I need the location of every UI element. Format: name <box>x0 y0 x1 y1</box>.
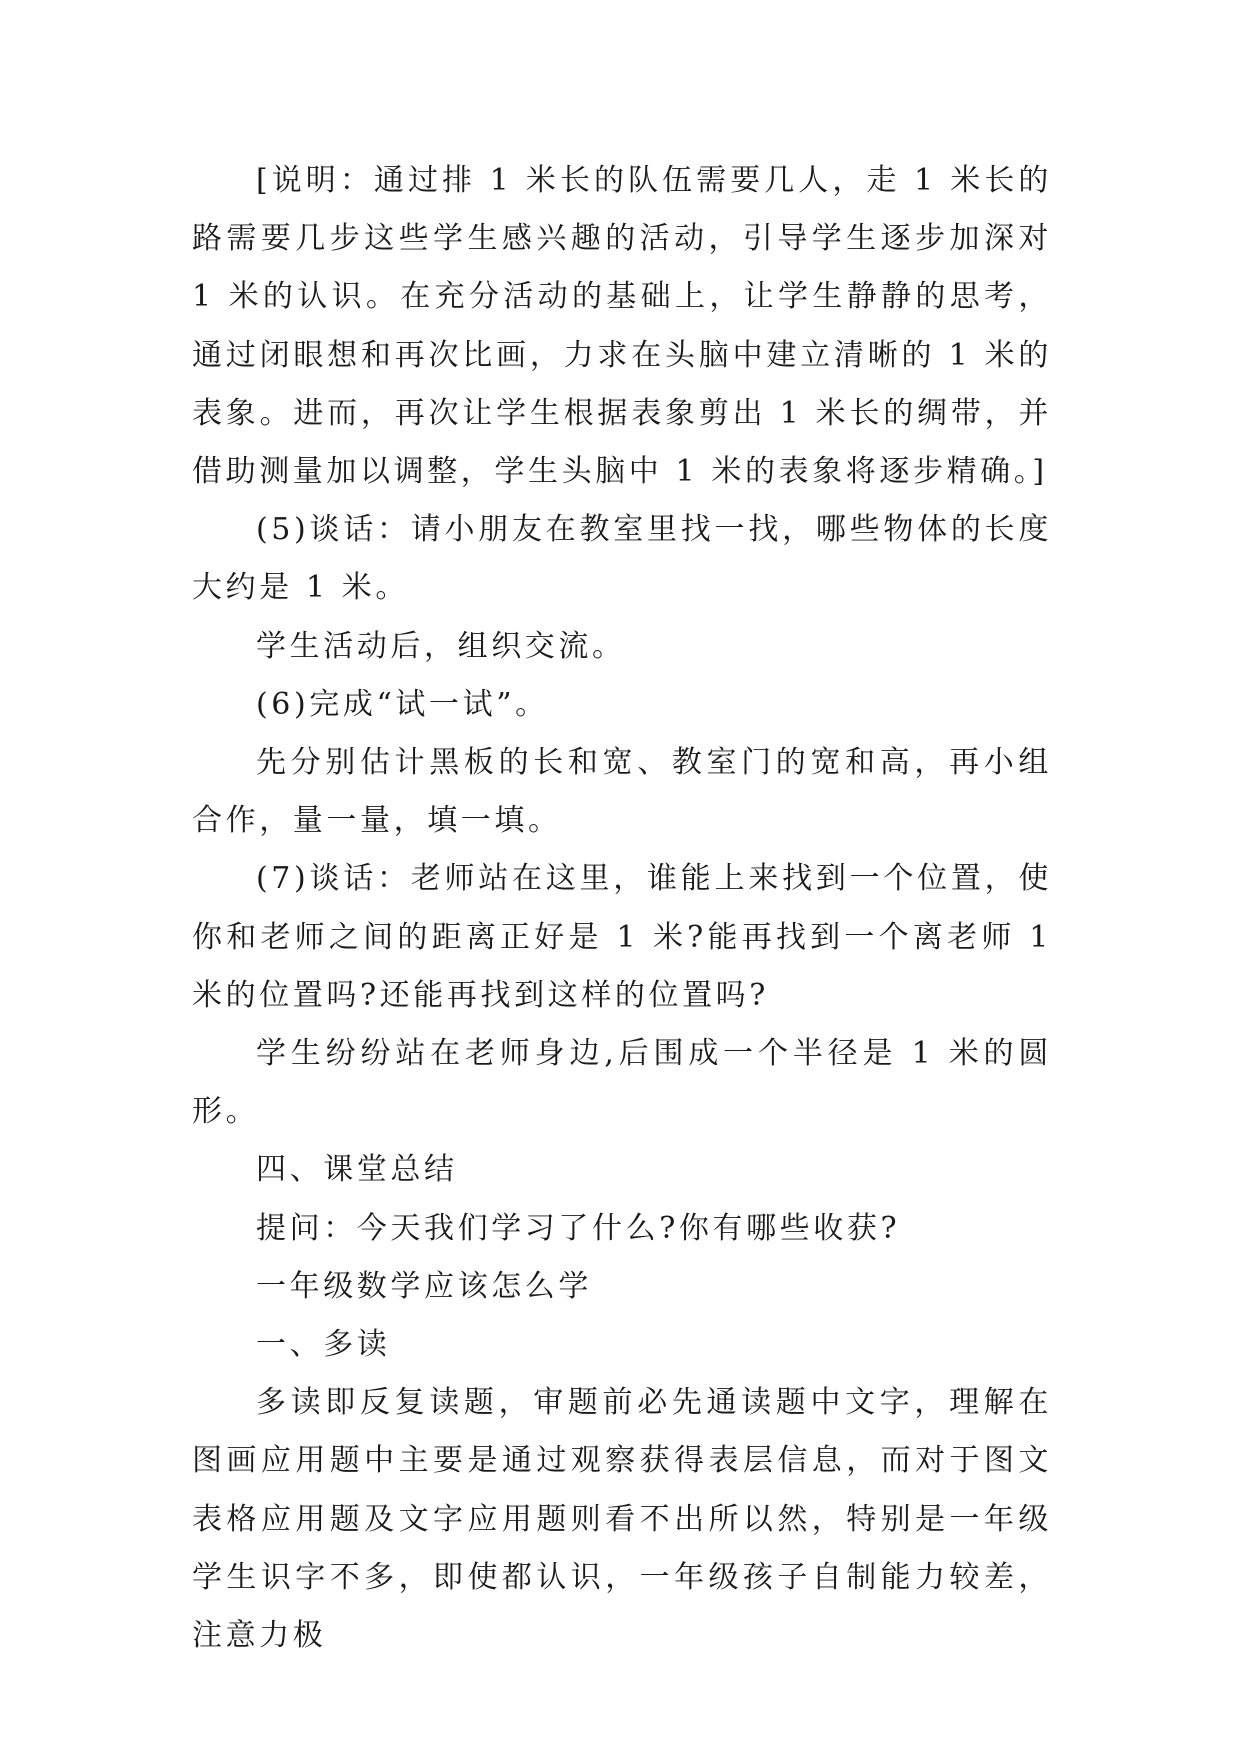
section-heading-summary: 四、课堂总结 <box>256 1152 458 1188</box>
paragraph-student-activity: 学生活动后，组织交流。 <box>256 628 626 664</box>
paragraph-explanation-note: [说明：通过排 1 米长的队伍需要几人，走 1 米长的路需要几步这些学生感兴趣的活动，引导学生逐步加深对 1 米的认识。在充分活动的基础上，让学生静静的思考，通过闭眼想和再次比画，力求在头脑中建立清晰的 1 米的表象。进而，再次让学生根据表象剪出 1 米长的绸带，并借助测量加以调整，学生头脑中 1 米的表象将逐步精确。] <box>192 163 1052 490</box>
paragraph-read-more-body: 多读即反复读题，审题前必先通读题中文字，理解在图画应用题中主要是通过观察获得表层信息，而对于图文表格应用题及文字应用题则看不出所以然，特别是一年级学生识字不多，即使都认识，一年级孩子自制能力较差，注意力极 <box>192 1385 1052 1654</box>
section-heading-how-to-learn: 一年级数学应该怎么学 <box>256 1268 592 1304</box>
paragraph-question: 提问：今天我们学习了什么?你有哪些收获? <box>256 1210 901 1246</box>
subheading-read-more: 一、多读 <box>256 1327 391 1363</box>
document-body <box>192 152 1052 1665</box>
paragraph-step-5: (5)谈话：请小朋友在教室里找一找，哪些物体的长度大约是 1 米。 <box>192 512 1052 606</box>
paragraph-circle-formation: 学生纷纷站在老师身边,后围成一个半径是 1 米的圆形。 <box>192 1036 1052 1130</box>
paragraph-step-6: (6)完成“试一试”。 <box>256 686 549 722</box>
paragraph-step-7: (7)谈话：老师站在这里，谁能上来找到一个位置，使你和老师之间的距离正好是 1 米?能再找到一个离老师 1 米的位置吗?还能再找到这样的位置吗? <box>192 861 1052 1013</box>
paragraph-estimate-measure: 先分别估计黑板的长和宽、教室门的宽和高，再小组合作，量一量，填一填。 <box>192 745 1052 839</box>
